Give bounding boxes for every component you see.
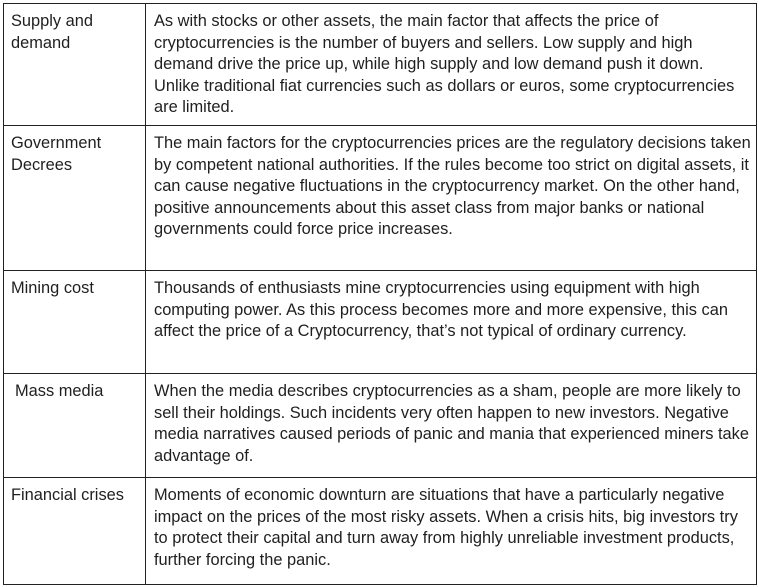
table-row (4, 4, 757, 126)
description-cell: Thousands of enthusiasts mine cryptocurrencies using equipment with high computing power. As this process becomes more and more expensive, this can affect the price of a Cryptocurrency, that’s not typical of ordinary currency. (146, 271, 757, 374)
description-cell: Moments of economic downturn are situations that have a particularly negative impact on the prices of the most risky assets. When a crisis hits, big investors try to protect their capital and turn away from highly unreliable investment products, further forcing the panic. (146, 478, 757, 585)
factor-cell: Mining cost (4, 271, 146, 374)
table-row (4, 374, 757, 478)
crypto-price-factors-table (3, 3, 757, 585)
factor-cell (4, 374, 146, 478)
description-cell: As with stocks or other assets, the main factor that affects the price of cryptocurrencies is the number of buyers and sellers. Low supply and high demand drive the price up, while high supply and low demand push it down. Unlike traditional fiat currencies such as dollars or euros, some cryptocurrencies are limited. (146, 4, 757, 126)
factor-label: Mass media (15, 382, 104, 400)
table-row (4, 126, 757, 271)
factor-cell: Supply and demand (4, 4, 146, 126)
table-row (4, 478, 757, 585)
table-row (4, 271, 757, 374)
description-cell: When the media describes cryptocurrencies as a sham, people are more likely to sell their holdings. Such incidents very often happen to new investors. Negative media narratives caused periods of panic and mania that experienced miners take advantage of. (146, 374, 757, 478)
description-cell: The main factors for the cryptocurrencies prices are the regulatory decisions taken by competent national authorities. If the rules become too strict on digital assets, it can cause negative fluctuations in the cryptocurrency market. On the other hand, positive announcements about this asset class from major banks or national governments could force price increases. (146, 126, 757, 271)
crypto-price-factors-table-container (3, 3, 757, 584)
factor-cell: Financial crises (4, 478, 146, 585)
factor-cell: Government Decrees (4, 126, 146, 271)
